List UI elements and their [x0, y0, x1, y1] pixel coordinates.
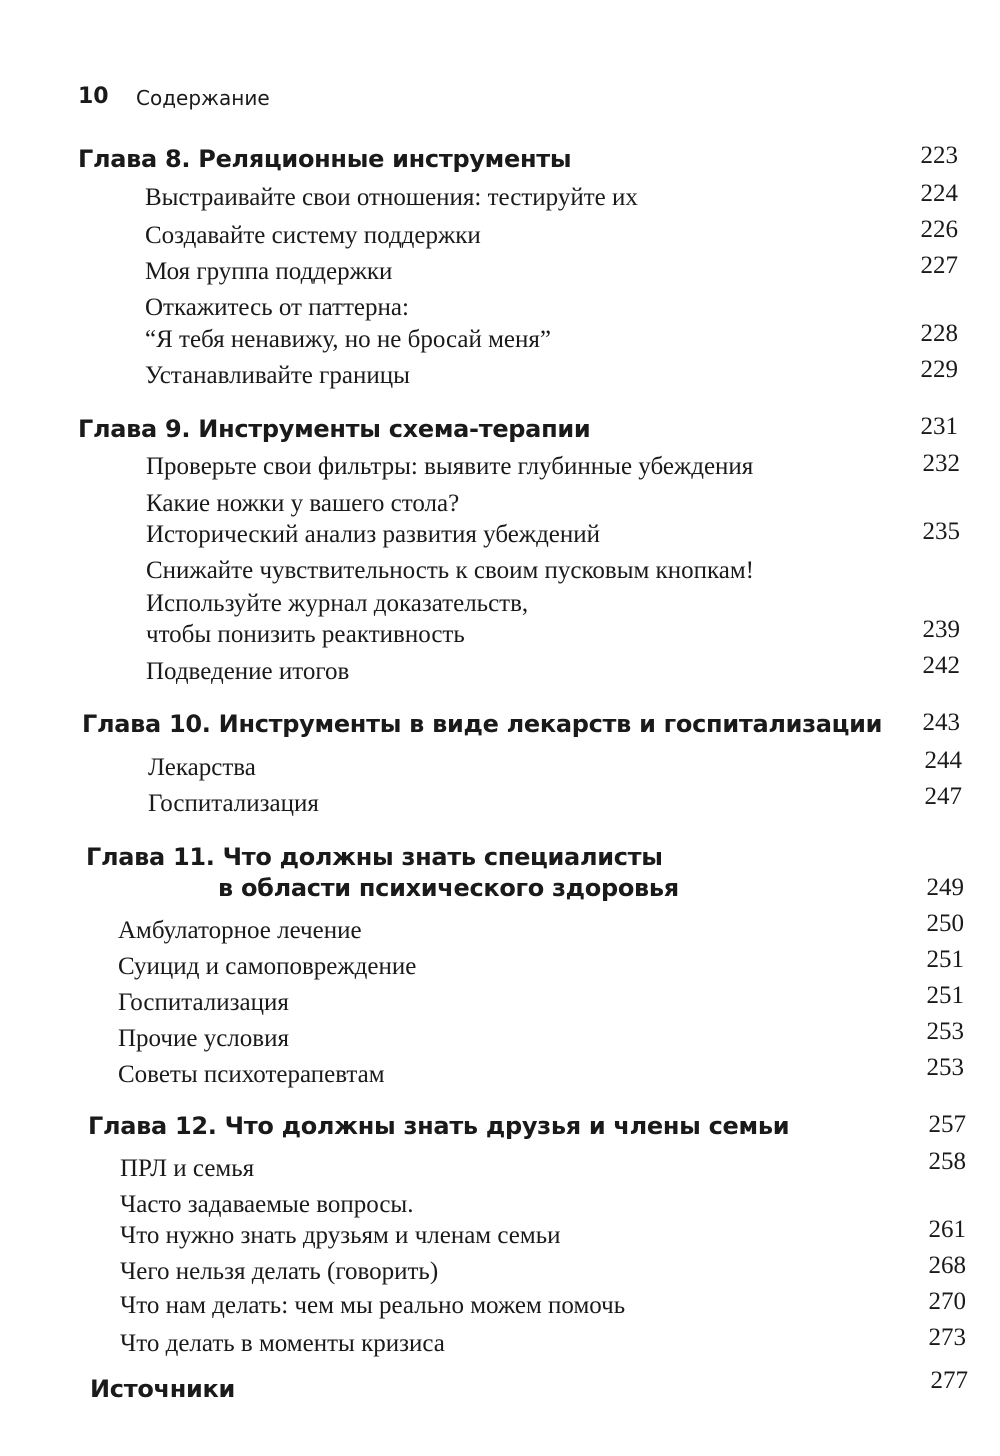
- toc-entry: Подведение итогов: [146, 658, 350, 685]
- toc-entry: “Я тебя ненавижу, но не бросай меня”: [145, 326, 552, 353]
- sources-page: 277: [930, 1367, 968, 1394]
- toc-entry: Амбулаторное лечение: [118, 917, 362, 944]
- toc-entry: чтобы понизить реактивность: [146, 621, 465, 648]
- chapter-12-page: 257: [928, 1111, 966, 1138]
- toc-entry: Часто задаваемые вопросы.: [120, 1191, 414, 1218]
- sources-title: Источники: [90, 1375, 235, 1403]
- toc-entry-page: 268: [928, 1252, 966, 1279]
- toc-entry: Проверьте свои фильтры: выявите глубинные убеждения: [146, 453, 754, 480]
- toc-entry-page: 247: [924, 783, 962, 810]
- chapter-11-title-line1: Глава 11. Что должны знать специалисты: [86, 843, 663, 871]
- toc-entry-page: 242: [922, 652, 960, 679]
- toc-entry-page: 251: [926, 982, 964, 1009]
- chapter-12-title: Глава 12. Что должны знать друзья и члены семьи: [88, 1112, 790, 1140]
- toc-entry-page: 261: [928, 1216, 966, 1243]
- chapter-8-page: 223: [920, 142, 958, 169]
- toc-entry: Госпитализация: [148, 790, 319, 817]
- toc-entry: Создавайте систему поддержки: [145, 222, 481, 249]
- toc-entry-page: 232: [922, 450, 960, 477]
- toc-entry: Выстраивайте свои отношения: тестируйте их: [145, 184, 638, 211]
- toc-entry: Исторический анализ развития убеждений: [146, 521, 601, 548]
- toc-entry-page: 227: [920, 252, 958, 279]
- toc-entry: Что нам делать: чем мы реально можем помочь: [120, 1292, 626, 1319]
- toc-entry-page: 244: [924, 747, 962, 774]
- toc-entry: Лекарства: [148, 754, 256, 781]
- toc-entry: Чего нельзя делать (говорить): [120, 1258, 439, 1285]
- toc-entry-page: 228: [920, 320, 958, 347]
- running-header-title: Содержание: [136, 86, 270, 110]
- toc-entry: Что нужно знать друзьям и членам семьи: [120, 1222, 561, 1249]
- chapter-10-title: Глава 10. Инструменты в виде лекарств и госпитализации: [82, 710, 883, 738]
- toc-entry-page: 270: [928, 1288, 966, 1315]
- toc-entry-page: 253: [926, 1054, 964, 1081]
- chapter-9-page: 231: [920, 413, 958, 440]
- toc-entry: Снижайте чувствительность к своим пусковым кнопкам!: [146, 557, 754, 584]
- toc-entry: Устанавливайте границы: [145, 362, 410, 389]
- toc-entry-page: 224: [920, 180, 958, 207]
- toc-entry: Используйте журнал доказательств,: [146, 590, 529, 617]
- toc-entry: Прочие условия: [118, 1025, 289, 1052]
- toc-entry-page: 273: [928, 1324, 966, 1351]
- chapter-11-title-line2: в области психического здоровья: [218, 874, 679, 902]
- chapter-8-title: Глава 8. Реляционные инструменты: [78, 145, 572, 173]
- chapter-11-page: 249: [926, 874, 964, 901]
- toc-entry-page: 251: [926, 946, 964, 973]
- toc-entry: Госпитализация: [118, 989, 289, 1016]
- toc-entry-page: 239: [922, 616, 960, 643]
- toc-entry-page: 253: [926, 1018, 964, 1045]
- toc-entry: ПРЛ и семья: [120, 1155, 255, 1182]
- toc-entry-page: 235: [922, 518, 960, 545]
- toc-entry: Что делать в моменты кризиса: [120, 1330, 445, 1357]
- toc-entry: Какие ножки у вашего стола?: [146, 490, 460, 517]
- toc-entry: Суицид и самоповреждение: [118, 953, 417, 980]
- chapter-10-page: 243: [922, 709, 960, 736]
- toc-entry-page: 250: [926, 910, 964, 937]
- toc-entry: Моя группа поддержки: [145, 258, 393, 285]
- toc-entry-page: 229: [920, 356, 958, 383]
- toc-entry-page: 226: [920, 216, 958, 243]
- toc-entry: Советы психотерапевтам: [118, 1061, 385, 1088]
- page-number: 10: [78, 84, 109, 109]
- toc-entry-page: 258: [928, 1148, 966, 1175]
- toc-entry: Откажитесь от паттерна:: [145, 294, 409, 321]
- chapter-9-title: Глава 9. Инструменты схема-терапии: [78, 415, 591, 443]
